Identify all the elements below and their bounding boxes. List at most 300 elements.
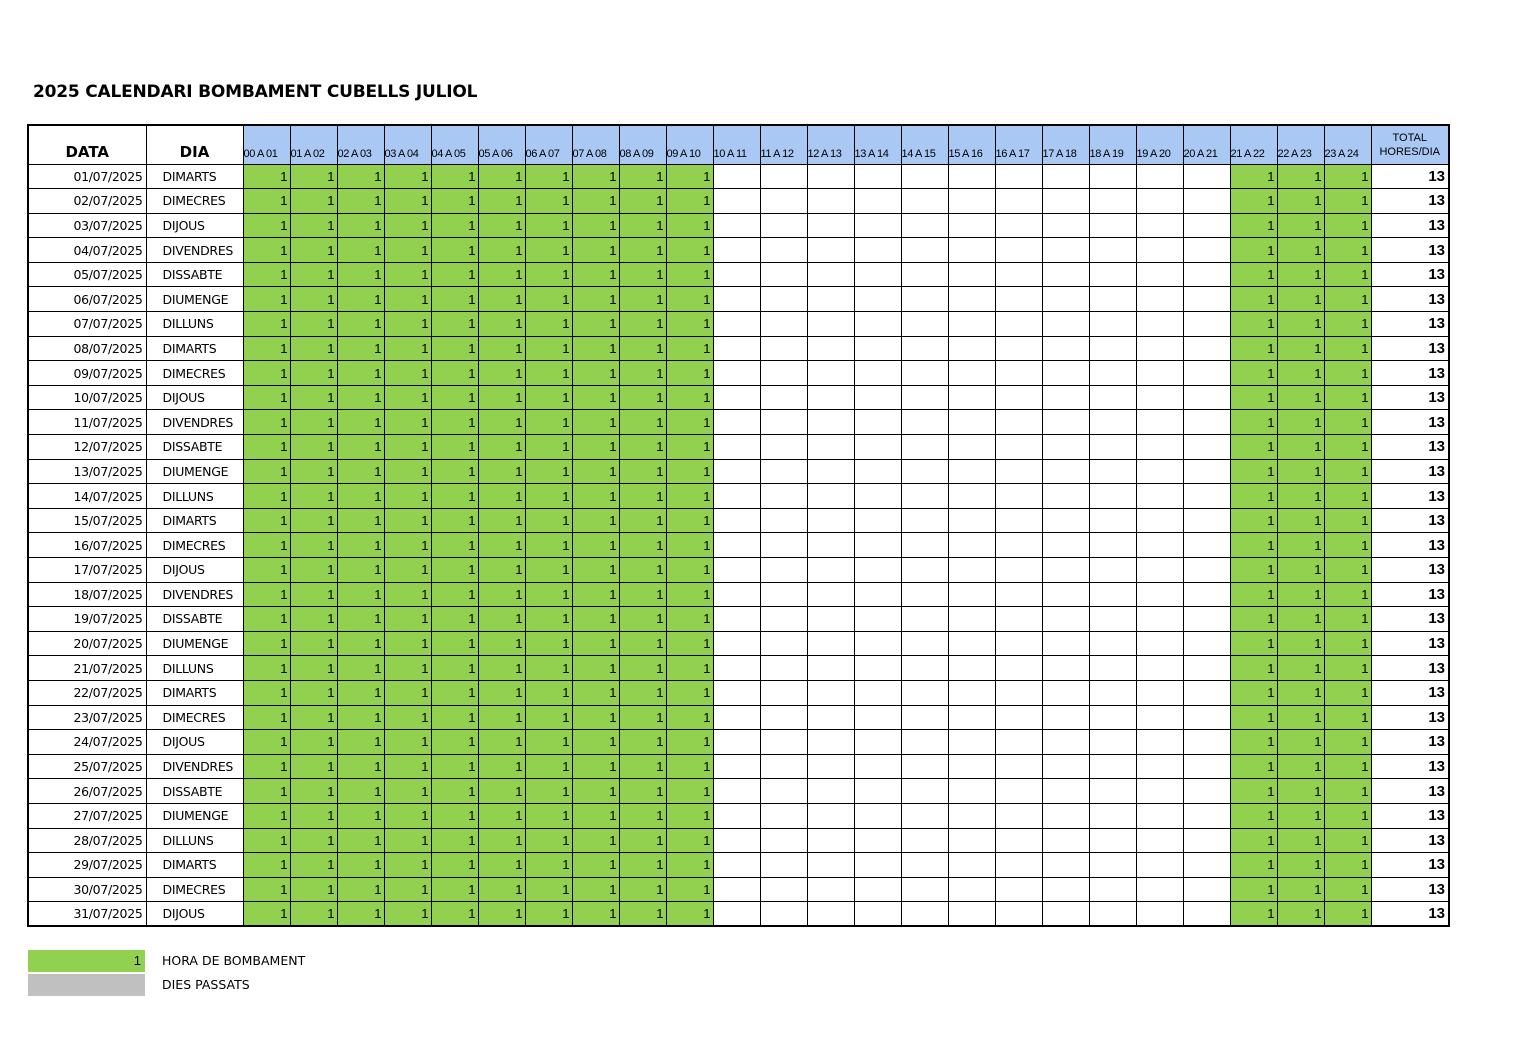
hour-cell[interactable]: 1	[384, 336, 431, 361]
hour-cell[interactable]: 1	[619, 853, 666, 878]
hour-cell[interactable]: 1	[290, 361, 337, 386]
hour-cell[interactable]: 1	[619, 435, 666, 460]
hour-cell[interactable]	[1136, 558, 1183, 583]
hour-cell[interactable]: 1	[243, 189, 290, 214]
hour-cell[interactable]	[995, 853, 1042, 878]
hour-cell[interactable]	[713, 459, 760, 484]
hour-cell[interactable]: 1	[431, 361, 478, 386]
hour-cell[interactable]: 1	[572, 779, 619, 804]
hour-cell[interactable]: 1	[243, 754, 290, 779]
hour-cell[interactable]: 1	[666, 410, 713, 435]
hour-cell[interactable]: 1	[572, 754, 619, 779]
hour-cell[interactable]: 1	[290, 410, 337, 435]
hour-cell[interactable]	[1183, 607, 1230, 632]
hour-cell[interactable]	[854, 803, 901, 828]
hour-cell[interactable]	[807, 754, 854, 779]
hour-cell[interactable]: 1	[243, 680, 290, 705]
hour-cell[interactable]	[1136, 902, 1183, 927]
hour-cell[interactable]: 1	[431, 779, 478, 804]
hour-cell[interactable]: 1	[243, 582, 290, 607]
day-cell[interactable]: DIMARTS	[146, 853, 243, 878]
hour-cell[interactable]: 1	[572, 189, 619, 214]
hour-cell[interactable]: 1	[478, 607, 525, 632]
hour-cell[interactable]: 1	[619, 238, 666, 263]
date-cell[interactable]: 30/07/2025	[28, 877, 146, 902]
hour-cell[interactable]	[1183, 287, 1230, 312]
hour-cell[interactable]	[760, 459, 807, 484]
hour-cell[interactable]	[1042, 656, 1089, 681]
hour-cell[interactable]: 1	[619, 164, 666, 189]
hour-cell[interactable]: 1	[243, 902, 290, 927]
hour-cell[interactable]: 1	[1324, 164, 1371, 189]
hour-cell[interactable]	[995, 410, 1042, 435]
date-cell[interactable]: 27/07/2025	[28, 803, 146, 828]
day-cell[interactable]: DIMECRES	[146, 189, 243, 214]
hour-cell[interactable]: 1	[572, 803, 619, 828]
hour-cell[interactable]	[995, 607, 1042, 632]
hour-cell[interactable]	[1183, 705, 1230, 730]
hour-cell[interactable]: 1	[619, 410, 666, 435]
hour-cell[interactable]: 1	[666, 312, 713, 337]
hour-cell[interactable]: 1	[337, 262, 384, 287]
hour-cell[interactable]: 1	[666, 164, 713, 189]
hour-cell[interactable]: 1	[525, 484, 572, 509]
hour-cell[interactable]	[1089, 803, 1136, 828]
hour-cell[interactable]: 1	[384, 189, 431, 214]
hour-cell[interactable]: 1	[525, 828, 572, 853]
hour-cell[interactable]: 1	[478, 582, 525, 607]
hour-cell[interactable]	[1136, 533, 1183, 558]
hour-cell[interactable]: 1	[384, 582, 431, 607]
hour-cell[interactable]: 1	[525, 189, 572, 214]
hour-cell[interactable]	[1042, 508, 1089, 533]
hour-cell[interactable]	[1183, 631, 1230, 656]
hour-cell[interactable]: 1	[431, 730, 478, 755]
hour-cell[interactable]: 1	[337, 189, 384, 214]
hour-cell[interactable]: 1	[525, 459, 572, 484]
hour-cell[interactable]	[713, 508, 760, 533]
hour-cell[interactable]	[807, 582, 854, 607]
hour-cell[interactable]: 1	[337, 803, 384, 828]
hour-cell[interactable]	[901, 385, 948, 410]
hour-cell[interactable]	[901, 779, 948, 804]
hour-cell[interactable]	[1136, 336, 1183, 361]
hour-cell[interactable]: 1	[666, 435, 713, 460]
hour-cell[interactable]	[948, 238, 995, 263]
hour-cell[interactable]	[901, 238, 948, 263]
hour-cell[interactable]: 1	[431, 607, 478, 632]
hour-cell[interactable]: 1	[525, 754, 572, 779]
hour-cell[interactable]	[760, 262, 807, 287]
hour-cell[interactable]	[1183, 484, 1230, 509]
hour-cell[interactable]	[713, 262, 760, 287]
day-cell[interactable]: DIMECRES	[146, 361, 243, 386]
hour-cell[interactable]: 1	[243, 262, 290, 287]
hour-cell[interactable]	[807, 213, 854, 238]
hour-cell[interactable]	[995, 361, 1042, 386]
hour-cell[interactable]	[760, 189, 807, 214]
hour-cell[interactable]: 1	[572, 902, 619, 927]
day-cell[interactable]: DIMARTS	[146, 336, 243, 361]
hour-cell[interactable]: 1	[243, 607, 290, 632]
day-cell[interactable]: DILLUNS	[146, 656, 243, 681]
date-cell[interactable]: 07/07/2025	[28, 312, 146, 337]
hour-cell[interactable]	[995, 877, 1042, 902]
hour-cell[interactable]	[948, 877, 995, 902]
hour-cell[interactable]: 1	[572, 213, 619, 238]
hour-cell[interactable]: 1	[1230, 754, 1277, 779]
hour-cell[interactable]: 1	[1324, 779, 1371, 804]
hour-cell[interactable]	[760, 705, 807, 730]
day-cell[interactable]: DISSABTE	[146, 435, 243, 460]
hour-cell[interactable]: 1	[243, 877, 290, 902]
hour-cell[interactable]: 1	[431, 853, 478, 878]
hour-cell[interactable]: 1	[525, 385, 572, 410]
hour-cell[interactable]	[948, 680, 995, 705]
hour-cell[interactable]: 1	[1277, 385, 1324, 410]
hour-cell[interactable]	[854, 262, 901, 287]
hour-cell[interactable]	[901, 213, 948, 238]
total-cell[interactable]: 13	[1371, 730, 1449, 755]
hour-cell[interactable]: 1	[1324, 262, 1371, 287]
hour-cell[interactable]	[1042, 213, 1089, 238]
hour-cell[interactable]	[1136, 385, 1183, 410]
total-cell[interactable]: 13	[1371, 853, 1449, 878]
hour-cell[interactable]: 1	[431, 484, 478, 509]
date-cell[interactable]: 20/07/2025	[28, 631, 146, 656]
hour-cell[interactable]	[807, 558, 854, 583]
hour-cell[interactable]	[1183, 754, 1230, 779]
hour-cell[interactable]	[948, 410, 995, 435]
hour-cell[interactable]: 1	[431, 803, 478, 828]
total-cell[interactable]: 13	[1371, 361, 1449, 386]
hour-cell[interactable]	[995, 582, 1042, 607]
hour-cell[interactable]	[713, 705, 760, 730]
hour-cell[interactable]	[995, 754, 1042, 779]
hour-cell[interactable]	[807, 803, 854, 828]
date-cell[interactable]: 01/07/2025	[28, 164, 146, 189]
hour-cell[interactable]: 1	[1324, 680, 1371, 705]
hour-cell[interactable]: 1	[1324, 385, 1371, 410]
hour-cell[interactable]	[713, 533, 760, 558]
total-cell[interactable]: 13	[1371, 680, 1449, 705]
hour-cell[interactable]: 1	[666, 582, 713, 607]
hour-cell[interactable]	[1136, 262, 1183, 287]
hour-cell[interactable]: 1	[1277, 680, 1324, 705]
total-cell[interactable]: 13	[1371, 435, 1449, 460]
hour-cell[interactable]: 1	[525, 803, 572, 828]
hour-cell[interactable]	[995, 680, 1042, 705]
hour-cell[interactable]	[807, 484, 854, 509]
hour-cell[interactable]	[1089, 877, 1136, 902]
hour-cell[interactable]: 1	[1277, 336, 1324, 361]
date-cell[interactable]: 06/07/2025	[28, 287, 146, 312]
hour-cell[interactable]: 1	[525, 213, 572, 238]
hour-cell[interactable]	[1089, 435, 1136, 460]
hour-cell[interactable]	[1089, 336, 1136, 361]
hour-cell[interactable]	[901, 853, 948, 878]
hour-cell[interactable]: 1	[290, 779, 337, 804]
hour-cell[interactable]: 1	[1324, 853, 1371, 878]
hour-cell[interactable]: 1	[243, 435, 290, 460]
day-cell[interactable]: DIMARTS	[146, 508, 243, 533]
hour-cell[interactable]	[901, 287, 948, 312]
hour-cell[interactable]	[1042, 287, 1089, 312]
hour-cell[interactable]	[807, 533, 854, 558]
hour-cell[interactable]: 1	[666, 754, 713, 779]
hour-cell[interactable]	[1042, 435, 1089, 460]
hour-cell[interactable]: 1	[1277, 877, 1324, 902]
date-cell[interactable]: 24/07/2025	[28, 730, 146, 755]
hour-cell[interactable]: 1	[666, 828, 713, 853]
hour-cell[interactable]: 1	[337, 336, 384, 361]
hour-cell[interactable]	[1183, 902, 1230, 927]
hour-cell[interactable]	[807, 164, 854, 189]
day-cell[interactable]: DISSABTE	[146, 262, 243, 287]
hour-cell[interactable]: 1	[431, 189, 478, 214]
hour-cell[interactable]: 1	[1230, 336, 1277, 361]
day-cell[interactable]: DIMECRES	[146, 705, 243, 730]
hour-cell[interactable]	[713, 238, 760, 263]
hour-cell[interactable]: 1	[1230, 902, 1277, 927]
hour-cell[interactable]: 1	[1230, 213, 1277, 238]
hour-cell[interactable]: 1	[337, 877, 384, 902]
hour-cell[interactable]: 1	[384, 508, 431, 533]
date-cell[interactable]: 28/07/2025	[28, 828, 146, 853]
hour-cell[interactable]: 1	[243, 656, 290, 681]
hour-cell[interactable]	[1042, 754, 1089, 779]
hour-cell[interactable]	[1136, 877, 1183, 902]
hour-cell[interactable]: 1	[243, 459, 290, 484]
hour-cell[interactable]	[1136, 803, 1183, 828]
hour-cell[interactable]: 1	[290, 631, 337, 656]
hour-cell[interactable]: 1	[478, 189, 525, 214]
hour-cell[interactable]: 1	[290, 656, 337, 681]
hour-cell[interactable]: 1	[1277, 262, 1324, 287]
hour-cell[interactable]: 1	[1324, 410, 1371, 435]
hour-cell[interactable]	[1183, 730, 1230, 755]
hour-cell[interactable]: 1	[1277, 730, 1324, 755]
hour-cell[interactable]	[901, 558, 948, 583]
hour-cell[interactable]: 1	[337, 484, 384, 509]
hour-cell[interactable]	[995, 189, 1042, 214]
hour-cell[interactable]: 1	[1277, 705, 1324, 730]
hour-cell[interactable]: 1	[666, 705, 713, 730]
hour-cell[interactable]	[854, 213, 901, 238]
hour-cell[interactable]	[854, 754, 901, 779]
hour-cell[interactable]: 1	[619, 385, 666, 410]
hour-cell[interactable]: 1	[525, 164, 572, 189]
hour-cell[interactable]: 1	[619, 287, 666, 312]
hour-cell[interactable]	[854, 410, 901, 435]
hour-cell[interactable]	[1042, 238, 1089, 263]
hour-cell[interactable]: 1	[1277, 754, 1324, 779]
hour-cell[interactable]: 1	[1324, 730, 1371, 755]
hour-cell[interactable]: 1	[431, 435, 478, 460]
hour-cell[interactable]: 1	[666, 336, 713, 361]
hour-cell[interactable]	[713, 828, 760, 853]
hour-cell[interactable]	[760, 754, 807, 779]
hour-cell[interactable]: 1	[384, 607, 431, 632]
hour-cell[interactable]	[948, 902, 995, 927]
hour-cell[interactable]: 1	[1230, 361, 1277, 386]
hour-cell[interactable]	[1089, 558, 1136, 583]
day-cell[interactable]: DIVENDRES	[146, 238, 243, 263]
hour-cell[interactable]	[854, 582, 901, 607]
hour-cell[interactable]	[1183, 435, 1230, 460]
hour-cell[interactable]: 1	[431, 238, 478, 263]
hour-cell[interactable]	[1089, 410, 1136, 435]
hour-cell[interactable]: 1	[1230, 877, 1277, 902]
hour-cell[interactable]: 1	[290, 680, 337, 705]
hour-cell[interactable]: 1	[478, 656, 525, 681]
hour-cell[interactable]: 1	[1230, 484, 1277, 509]
hour-cell[interactable]	[713, 558, 760, 583]
hour-cell[interactable]: 1	[337, 828, 384, 853]
hour-cell[interactable]	[1089, 459, 1136, 484]
hour-cell[interactable]	[854, 385, 901, 410]
hour-cell[interactable]: 1	[572, 705, 619, 730]
hour-cell[interactable]: 1	[1230, 435, 1277, 460]
hour-cell[interactable]	[1183, 410, 1230, 435]
total-cell[interactable]: 13	[1371, 336, 1449, 361]
hour-cell[interactable]	[948, 779, 995, 804]
hour-cell[interactable]	[760, 312, 807, 337]
hour-cell[interactable]	[760, 385, 807, 410]
hour-cell[interactable]	[948, 459, 995, 484]
hour-cell[interactable]	[760, 877, 807, 902]
hour-cell[interactable]: 1	[337, 312, 384, 337]
hour-cell[interactable]: 1	[384, 385, 431, 410]
hour-cell[interactable]	[760, 533, 807, 558]
hour-cell[interactable]	[1089, 164, 1136, 189]
hour-cell[interactable]: 1	[478, 336, 525, 361]
hour-cell[interactable]: 1	[384, 435, 431, 460]
hour-cell[interactable]: 1	[431, 336, 478, 361]
hour-cell[interactable]: 1	[384, 754, 431, 779]
total-cell[interactable]: 13	[1371, 705, 1449, 730]
hour-cell[interactable]: 1	[572, 459, 619, 484]
hour-cell[interactable]	[807, 680, 854, 705]
hour-cell[interactable]: 1	[337, 779, 384, 804]
hour-cell[interactable]	[1089, 287, 1136, 312]
hour-cell[interactable]	[1042, 164, 1089, 189]
hour-cell[interactable]: 1	[1277, 312, 1324, 337]
hour-cell[interactable]: 1	[431, 508, 478, 533]
hour-cell[interactable]: 1	[1230, 779, 1277, 804]
hour-cell[interactable]	[1042, 312, 1089, 337]
hour-cell[interactable]	[1136, 828, 1183, 853]
hour-cell[interactable]: 1	[572, 730, 619, 755]
hour-cell[interactable]: 1	[1230, 508, 1277, 533]
hour-cell[interactable]: 1	[478, 558, 525, 583]
hour-cell[interactable]: 1	[290, 312, 337, 337]
hour-cell[interactable]: 1	[572, 164, 619, 189]
hour-cell[interactable]: 1	[525, 336, 572, 361]
hour-cell[interactable]	[1136, 287, 1183, 312]
hour-cell[interactable]: 1	[243, 508, 290, 533]
hour-cell[interactable]: 1	[1324, 238, 1371, 263]
date-cell[interactable]: 13/07/2025	[28, 459, 146, 484]
hour-cell[interactable]: 1	[1277, 656, 1324, 681]
hour-cell[interactable]	[1042, 533, 1089, 558]
hour-cell[interactable]	[901, 582, 948, 607]
hour-cell[interactable]	[760, 484, 807, 509]
date-cell[interactable]: 12/07/2025	[28, 435, 146, 460]
hour-cell[interactable]: 1	[431, 459, 478, 484]
hour-cell[interactable]: 1	[525, 853, 572, 878]
hour-cell[interactable]: 1	[478, 410, 525, 435]
hour-cell[interactable]	[948, 164, 995, 189]
hour-cell[interactable]	[1136, 853, 1183, 878]
hour-cell[interactable]	[1042, 631, 1089, 656]
hour-cell[interactable]: 1	[666, 213, 713, 238]
hour-cell[interactable]	[760, 656, 807, 681]
hour-cell[interactable]	[1183, 558, 1230, 583]
day-cell[interactable]: DILLUNS	[146, 312, 243, 337]
hour-cell[interactable]: 1	[666, 680, 713, 705]
total-cell[interactable]: 13	[1371, 213, 1449, 238]
hour-cell[interactable]: 1	[243, 287, 290, 312]
total-cell[interactable]: 13	[1371, 877, 1449, 902]
hour-cell[interactable]: 1	[384, 287, 431, 312]
hour-cell[interactable]: 1	[1230, 410, 1277, 435]
hour-cell[interactable]	[948, 607, 995, 632]
hour-cell[interactable]: 1	[572, 631, 619, 656]
hour-cell[interactable]	[1042, 262, 1089, 287]
hour-cell[interactable]: 1	[666, 508, 713, 533]
date-cell[interactable]: 29/07/2025	[28, 853, 146, 878]
hour-cell[interactable]: 1	[243, 558, 290, 583]
hour-cell[interactable]	[1136, 607, 1183, 632]
hour-cell[interactable]	[901, 902, 948, 927]
hour-cell[interactable]	[995, 730, 1042, 755]
hour-cell[interactable]	[901, 262, 948, 287]
hour-cell[interactable]: 1	[337, 656, 384, 681]
hour-cell[interactable]	[760, 238, 807, 263]
hour-cell[interactable]: 1	[478, 164, 525, 189]
hour-cell[interactable]	[1042, 730, 1089, 755]
hour-cell[interactable]: 1	[478, 435, 525, 460]
hour-cell[interactable]: 1	[431, 631, 478, 656]
date-cell[interactable]: 25/07/2025	[28, 754, 146, 779]
hour-cell[interactable]	[901, 410, 948, 435]
hour-cell[interactable]	[760, 803, 807, 828]
hour-cell[interactable]	[901, 803, 948, 828]
hour-cell[interactable]	[901, 607, 948, 632]
hour-cell[interactable]	[760, 508, 807, 533]
hour-cell[interactable]	[854, 705, 901, 730]
hour-cell[interactable]: 1	[1230, 262, 1277, 287]
hour-cell[interactable]: 1	[572, 607, 619, 632]
hour-cell[interactable]	[1136, 730, 1183, 755]
hour-cell[interactable]: 1	[525, 508, 572, 533]
hour-cell[interactable]	[901, 705, 948, 730]
hour-cell[interactable]	[1042, 853, 1089, 878]
hour-cell[interactable]: 1	[666, 238, 713, 263]
hour-cell[interactable]	[713, 730, 760, 755]
hour-cell[interactable]	[760, 435, 807, 460]
hour-cell[interactable]	[760, 558, 807, 583]
hour-cell[interactable]: 1	[337, 410, 384, 435]
hour-cell[interactable]	[760, 779, 807, 804]
hour-cell[interactable]	[854, 238, 901, 263]
hour-cell[interactable]	[901, 361, 948, 386]
hour-cell[interactable]	[1089, 828, 1136, 853]
hour-cell[interactable]	[948, 213, 995, 238]
hour-cell[interactable]: 1	[290, 582, 337, 607]
hour-cell[interactable]	[713, 607, 760, 632]
